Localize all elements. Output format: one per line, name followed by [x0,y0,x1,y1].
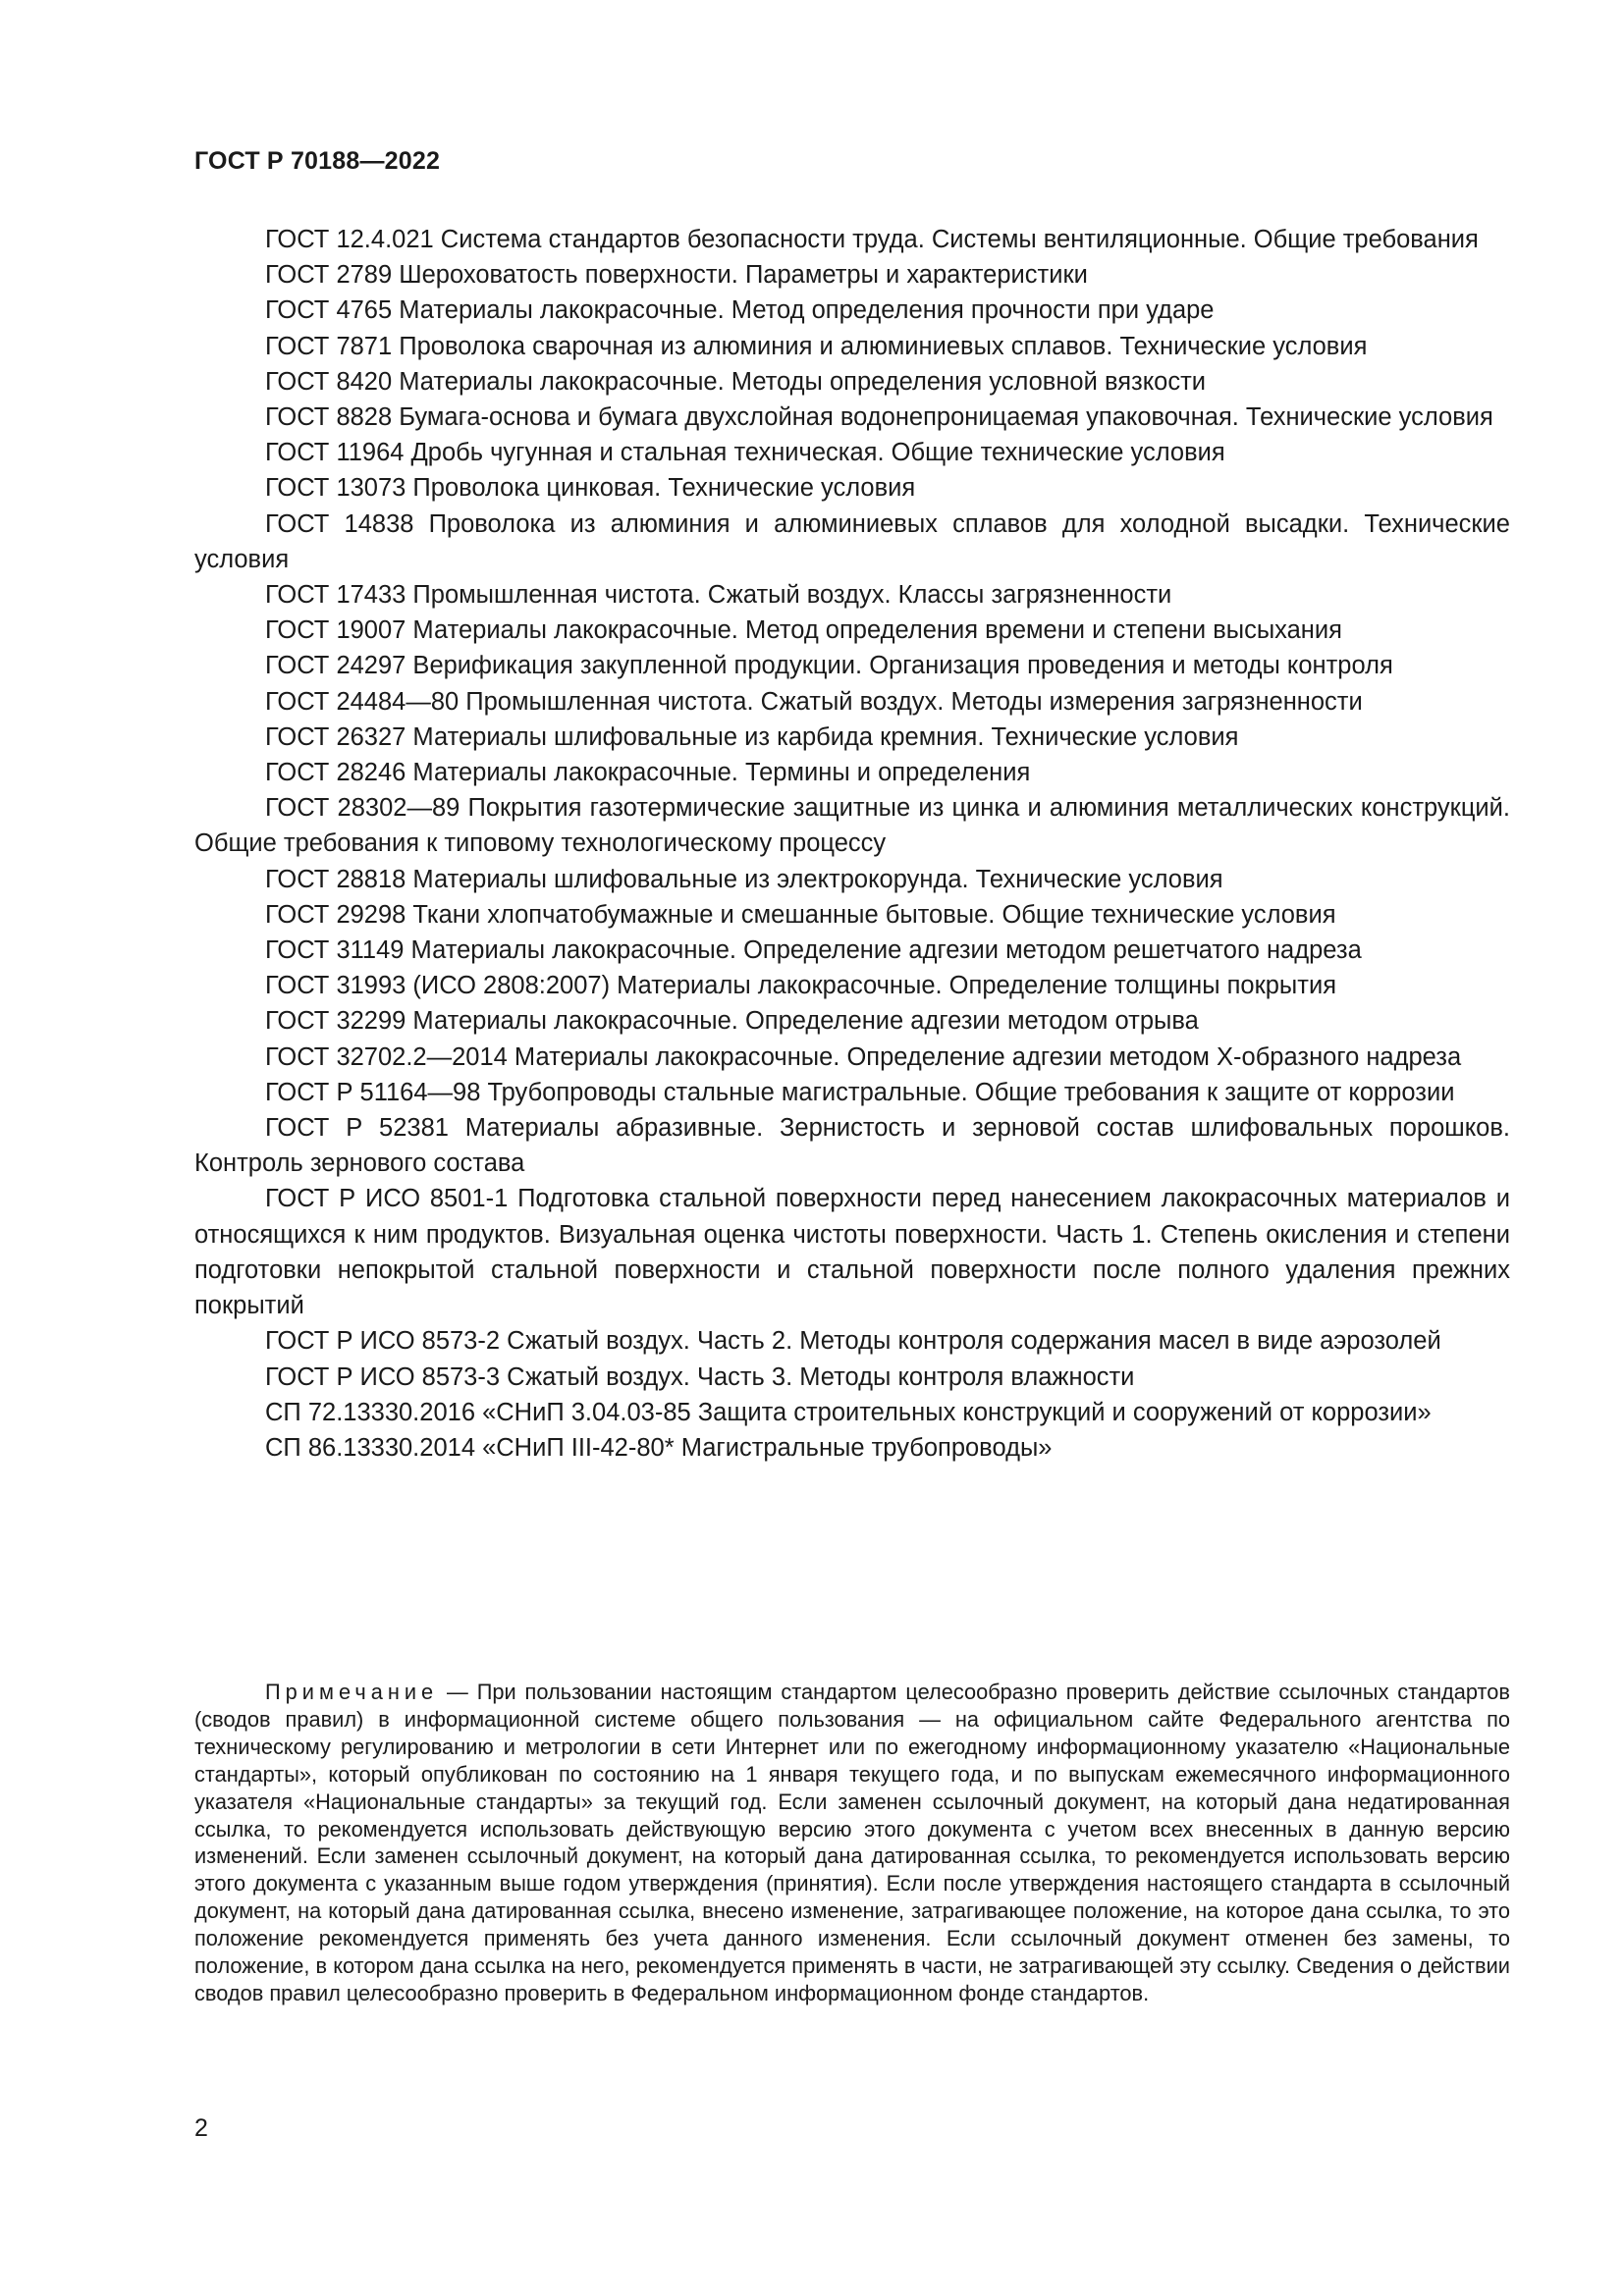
reference-item: ГОСТ Р ИСО 8573-2 Сжатый воздух. Часть 2. Методы контроля содержания масел в виде аэрозолей [265,1327,1441,1356]
reference-item: ГОСТ 31149 Материалы лакокрасочные. Определение адгезии методом решетчатого надреза [265,936,1362,965]
reference-item: ГОСТ 24297 Верификация закупленной продукции. Организация проведения и методы контроля [265,652,1393,680]
reference-item: ГОСТ 7871 Проволока сварочная из алюминия и алюминиевых сплавов. Технические условия [265,332,1368,360]
note-text: — При пользовании настоящим стандартом целесообразно проверить действие ссылочных стандартов (сводов правил) в информационной системе общего пользования — на официальном сайте Федерального агентства по техническому регулированию и метрологии в сети Интернет или по ежегодному информационному указателю «Национальные стандарты», который опубликован по состоянию на 1 января текущего года, и по выпускам ежемесячного информационного указателя «Национальные стандарты» за текущий год. Если заменен ссылочный документ, на который дана недатированная ссылка, то рекомендуется использовать действующую версию этого документа с учетом всех внесенных в данную версию изменений. Если заменен ссылочный документ, на который дана датированная ссылка, то рекомендуется использовать версию этого документа с указанным выше годом утверждения (принятия). Если после утверждения настоящего стандарта в ссылочный документ, на который дана датированная ссылка, внесено изменение, затрагивающее положение, на которое дана ссылка, то это положение рекомендуется применять без учета данного изменения. Если ссылочный документ отменен без замены, то положение, в котором дана ссылка на него, рекомендуется применять в части, не затрагивающей эту ссылку. Сведения о действии сводов правил целесообразно проверить в Федеральном информационном фонде стандартов. [194,1680,1510,2005]
reference-item: ГОСТ 28302—89 Покрытия газотермические защитные из цинка и алюминия металлических конструкций. Общие требования к типовому технологическому процессу [194,794,1510,858]
reference-item: СП 72.13330.2016 «СНиП 3.04.03-85 Защита строительных конструкций и сооружений от коррозии» [265,1398,1432,1426]
reference-item: ГОСТ 28246 Материалы лакокрасочные. Термины и определения [265,759,1031,787]
note-paragraph [194,1679,1510,2007]
reference-item: ГОСТ 26327 Материалы шлифовальные из карбида кремния. Технические условия [265,722,1239,751]
reference-item: ГОСТ 32702.2—2014 Материалы лакокрасочные. Определение адгезии методом X-образного надреза [265,1042,1462,1071]
reference-item: ГОСТ 12.4.021 Система стандартов безопасности труда. Системы вентиляционные. Общие требования [265,226,1479,253]
reference-item: ГОСТ 2789 Шероховатость поверхности. Параметры и характеристики [265,261,1088,290]
reference-item: ГОСТ Р ИСО 8501-1 Подготовка стальной поверхности перед нанесением лакокрасочных материалов и относящихся к ним продуктов. Визуальная оценка чистоты поверхности. Часть 1. Степень окисления и степени подготовки непокрытой стальной поверхности и стальной поверхности после полного удаления прежних покрытий [194,1185,1510,1320]
reference-item: ГОСТ 32299 Материалы лакокрасочные. Определение адгезии методом отрыва [265,1007,1199,1036]
reference-item: ГОСТ 11964 Дробь чугунная и стальная техническая. Общие технические условия [265,439,1225,467]
reference-item: ГОСТ 8420 Материалы лакокрасочные. Методы определения условной вязкости [265,367,1207,396]
page-number: 2 [194,2114,208,2142]
reference-item: ГОСТ 31993 (ИСО 2808:2007) Материалы лакокрасочные. Определение толщины покрытия [265,972,1336,1000]
document-header: ГОСТ Р 70188—2022 [194,147,441,175]
normative-references-list [194,222,1510,1466]
reference-item: ГОСТ 28818 Материалы шлифовальные из электрокорунда. Технические условия [265,865,1223,893]
reference-item: ГОСТ 19007 Материалы лакокрасочные. Метод определения времени и степени высыхания [265,616,1342,645]
reference-item: ГОСТ Р 51164—98 Трубопроводы стальные магистральные. Общие требования к защите от коррозии [265,1078,1455,1106]
reference-item: ГОСТ 24484—80 Промышленная чистота. Сжатый воздух. Методы измерения загрязненности [265,687,1363,716]
reference-item: ГОСТ 17433 Промышленная чистота. Сжатый воздух. Классы загрязненности [265,581,1172,610]
reference-item: ГОСТ 4765 Материалы лакокрасочные. Метод определения прочности при ударе [265,296,1215,325]
reference-item: ГОСТ 8828 Бумага-основа и бумага двухслойная водонепроницаемая упаковочная. Технические условия [265,403,1493,432]
reference-item: ГОСТ Р 52381 Материалы абразивные. Зернистость и зерновой состав шлифовальных порошков. Контроль зернового состава [194,1114,1510,1178]
reference-item: ГОСТ Р ИСО 8573-3 Сжатый воздух. Часть 3. Методы контроля влажности [265,1362,1135,1391]
reference-item: ГОСТ 29298 Ткани хлопчатобумажные и смешанные бытовые. Общие технические условия [265,900,1336,929]
reference-item: СП 86.13330.2014 «СНиП III-42-80* Магистральные трубопроводы» [265,1433,1053,1462]
reference-item: ГОСТ 13073 Проволока цинковая. Технические условия [265,474,916,503]
reference-item: ГОСТ 14838 Проволока из алюминия и алюминиевых сплавов для холодной высадки. Технические условия [194,509,1510,573]
note-label: Примечание [265,1680,439,1704]
